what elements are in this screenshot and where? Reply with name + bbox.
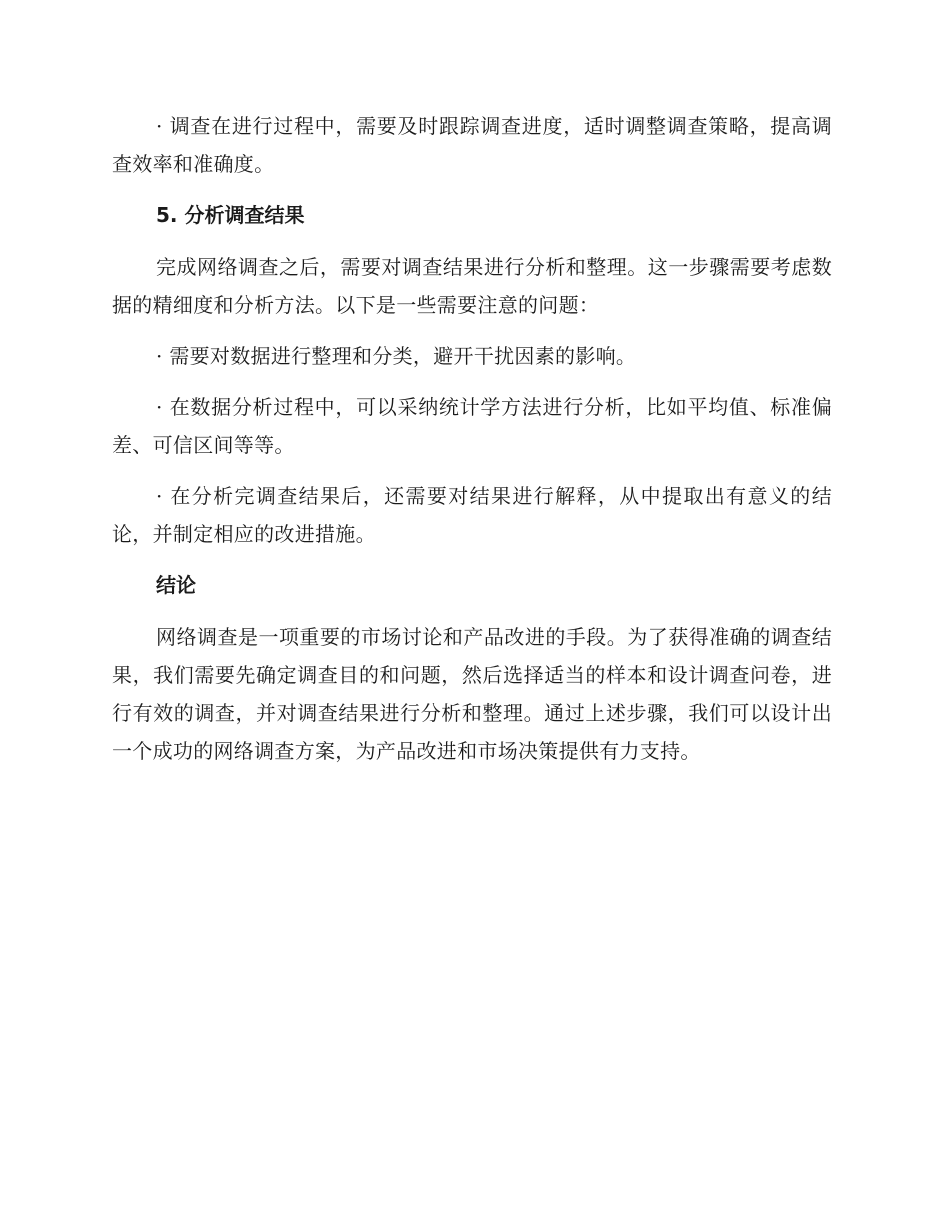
bullet-paragraph: · 需要对数据进行整理和分类，避开干扰因素的影响。: [156, 344, 637, 368]
bullet-paragraph: · 在数据分析过程中，可以采纳统计学方法进行分析，比如平均值、标准偏差、可信区间等等。: [112, 395, 832, 457]
bullet-paragraph: · 调查在进行过程中，需要及时跟踪调查进度，适时调整调查策略，提高调查效率和准确度。: [112, 114, 832, 176]
section-intro-paragraph: 完成网络调查之后，需要对调查结果进行分析和整理。这一步骤需要考虑数据的精细度和分析方法。以下是一些需要注意的问题：: [112, 255, 832, 317]
conclusion-paragraph: 网络调查是一项重要的市场讨论和产品改进的手段。为了获得准确的调查结果，我们需要先确定调查目的和问题，然后选择适当的样本和设计调查问卷，进行有效的调查，并对调查结果进行分析和整理。通过上述步骤，我们可以设计出一个成功的网络调查方案，为产品改进和市场决策提供有力支持。: [112, 625, 832, 763]
conclusion-heading: 结论: [156, 573, 196, 597]
bullet-paragraph: · 在分析完调查结果后，还需要对结果进行解释，从中提取出有意义的结论，并制定相应的改进措施。: [112, 484, 832, 546]
document-body: [112, 107, 832, 783]
section-heading: 5. 分析调查结果: [156, 203, 305, 227]
